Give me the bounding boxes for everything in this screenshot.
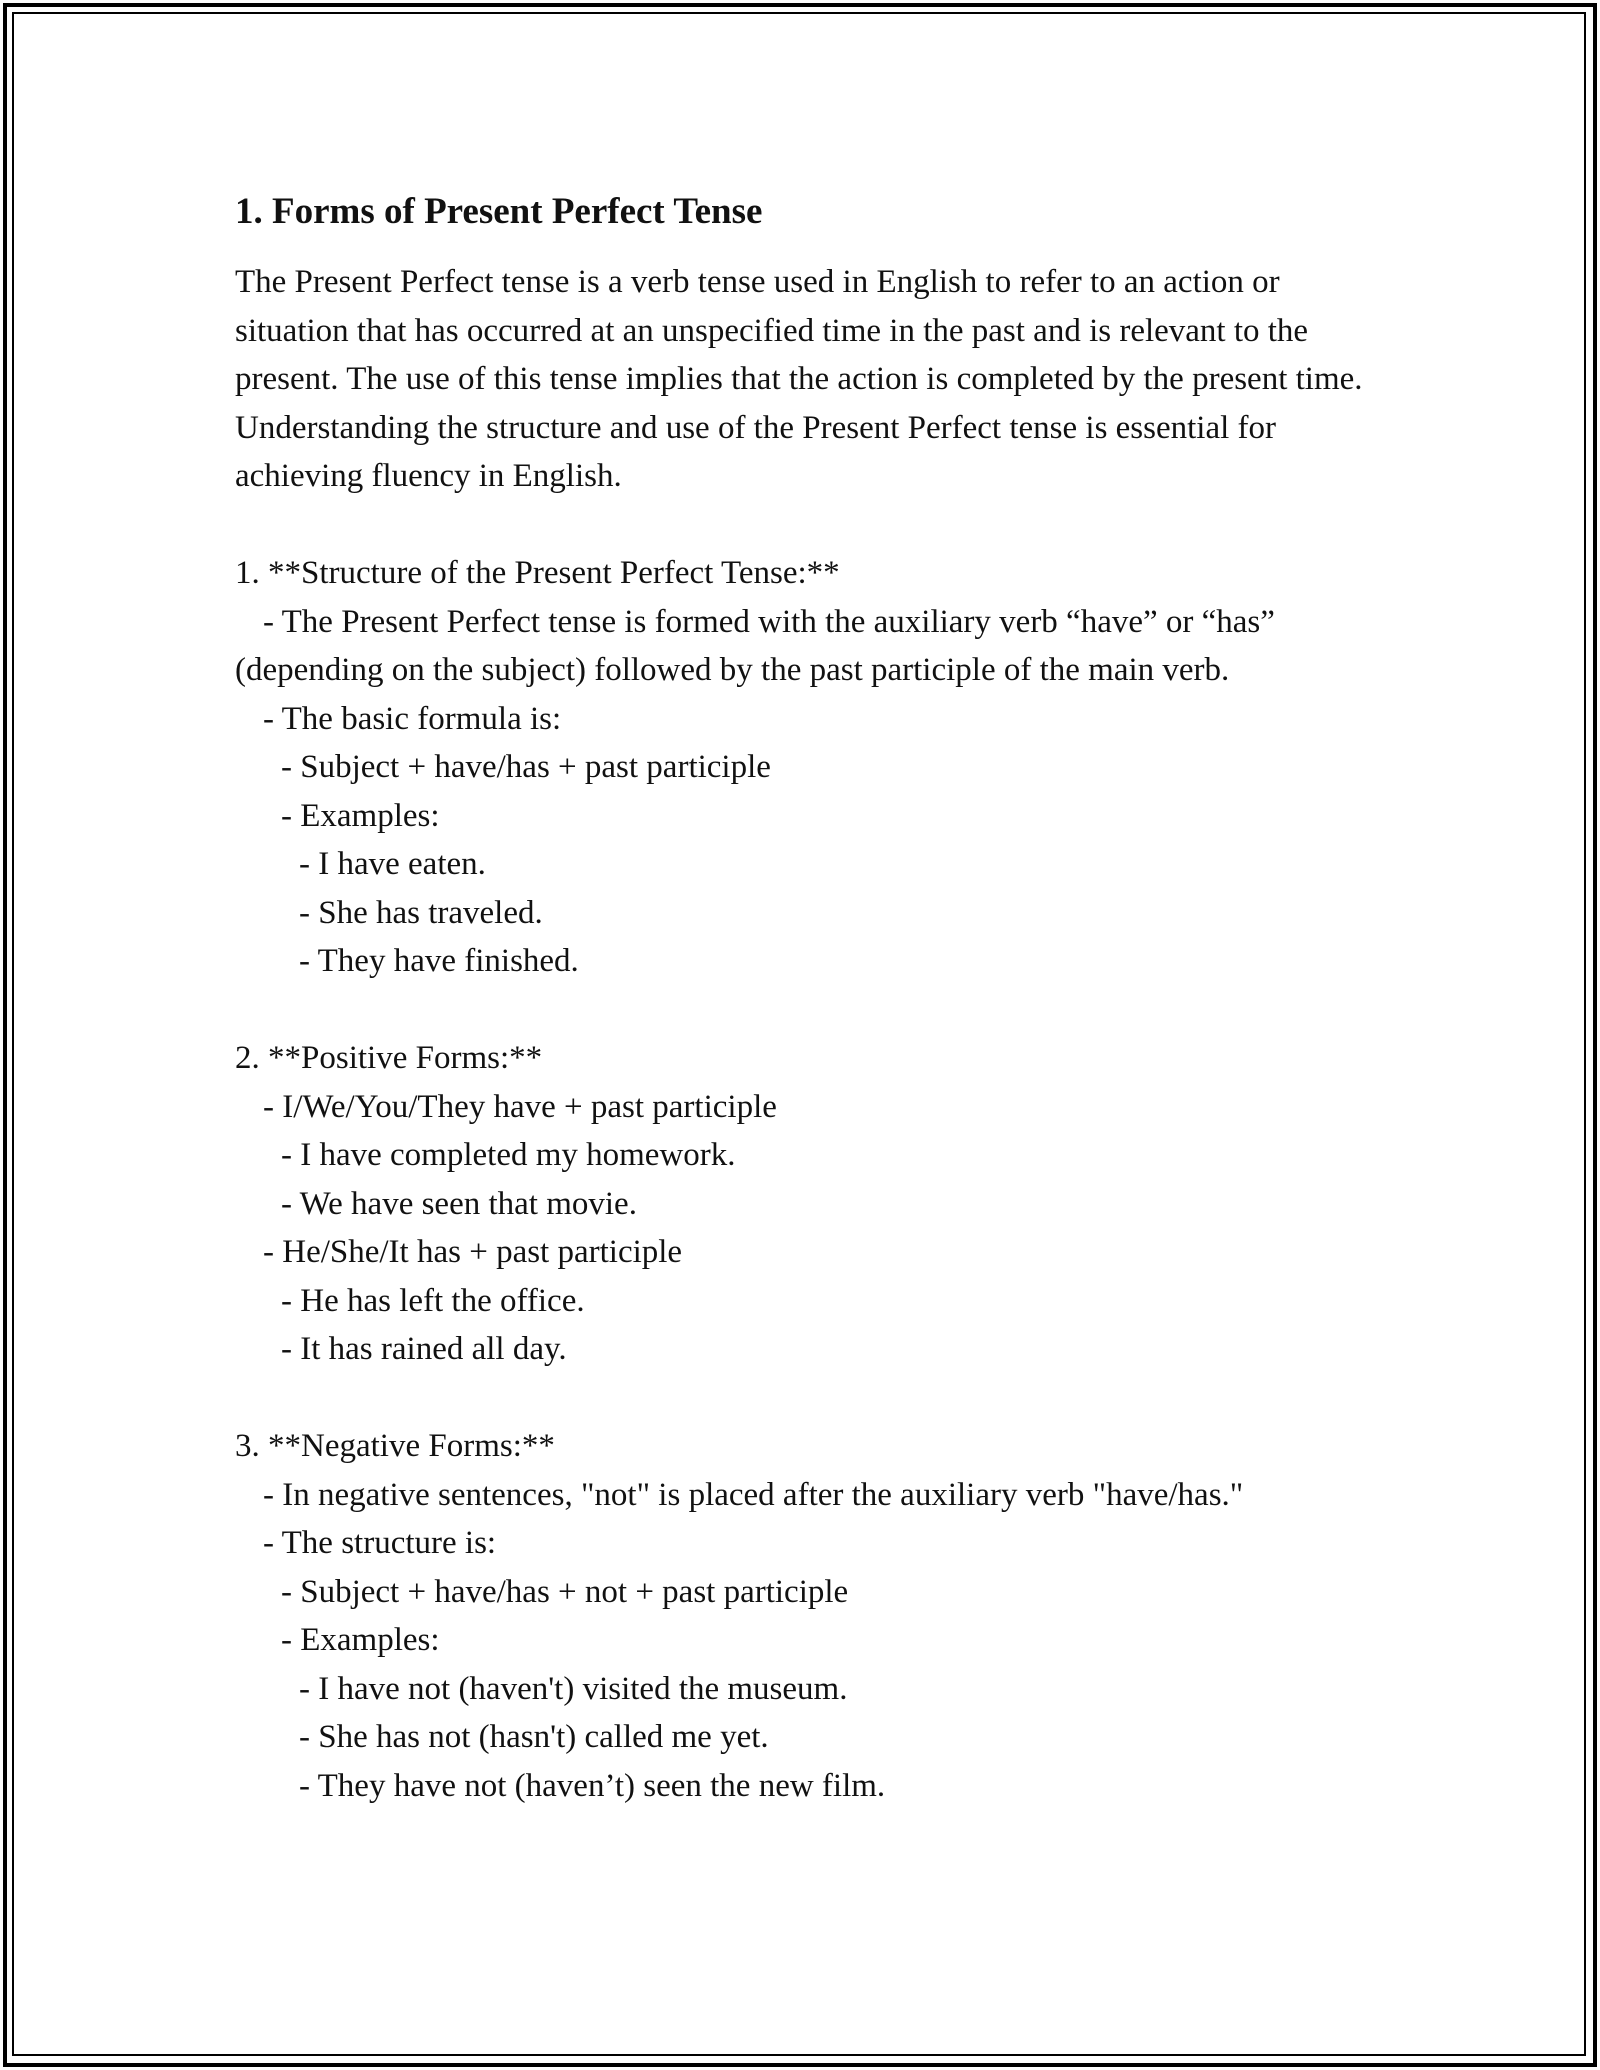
document-page bbox=[235, 188, 1385, 1810]
list-item: - Subject + have/has + past participle bbox=[281, 749, 771, 785]
section-heading: 2. **Positive Forms:** bbox=[235, 1040, 543, 1076]
intro-paragraph: The Present Perfect tense is a verb tense used in English to refer to an action or situation that has occurred at an unspecified time in the past and is relevant to the present. The use of this tense implies that the action is completed by the present time. Understanding the structure and use of the Present Perfect tense is essential for achieving fluency in English. bbox=[235, 264, 1363, 494]
list-item: - Subject + have/has + not + past participle bbox=[281, 1573, 849, 1610]
list-item: - I have not (haven't) visited the museum. bbox=[299, 1670, 848, 1707]
list-item: - They have finished. bbox=[299, 943, 579, 979]
list-item: - He has left the office. bbox=[281, 1282, 585, 1319]
document-title: 1. Forms of Present Perfect Tense bbox=[235, 191, 763, 232]
list-item: - Examples: bbox=[281, 797, 440, 834]
list-item: - We have seen that movie. bbox=[281, 1185, 637, 1222]
list-item: - I have eaten. bbox=[299, 846, 486, 882]
list-item: - In negative sentences, "not" is placed after the auxiliary verb "have/has." bbox=[263, 1476, 1244, 1513]
list-item: - She has not (hasn't) called me yet. bbox=[299, 1719, 769, 1755]
list-item: - The basic formula is: bbox=[263, 700, 562, 737]
section-positive bbox=[235, 1034, 1385, 1374]
list-item: - I have completed my homework. bbox=[281, 1137, 736, 1173]
list-item: - I/We/You/They have + past participle bbox=[263, 1088, 777, 1125]
section-negative bbox=[235, 1422, 1385, 1810]
list-item: - The structure is: bbox=[263, 1525, 497, 1561]
list-item: - Examples: bbox=[281, 1622, 440, 1658]
list-item: - She has traveled. bbox=[299, 894, 543, 931]
list-item: - He/She/It has + past participle bbox=[263, 1234, 683, 1270]
list-item: - It has rained all day. bbox=[281, 1331, 567, 1367]
section-heading: 3. **Negative Forms:** bbox=[235, 1428, 555, 1464]
section-structure bbox=[235, 549, 1385, 986]
section-heading: 1. **Structure of the Present Perfect Tense:** bbox=[235, 555, 840, 591]
list-item: - They have not (haven’t) seen the new film. bbox=[299, 1767, 886, 1804]
list-item: - The Present Perfect tense is formed with the auxiliary verb “have” or “has” (depending on the subject) followed by the past participle of the main verb. bbox=[235, 603, 1275, 688]
